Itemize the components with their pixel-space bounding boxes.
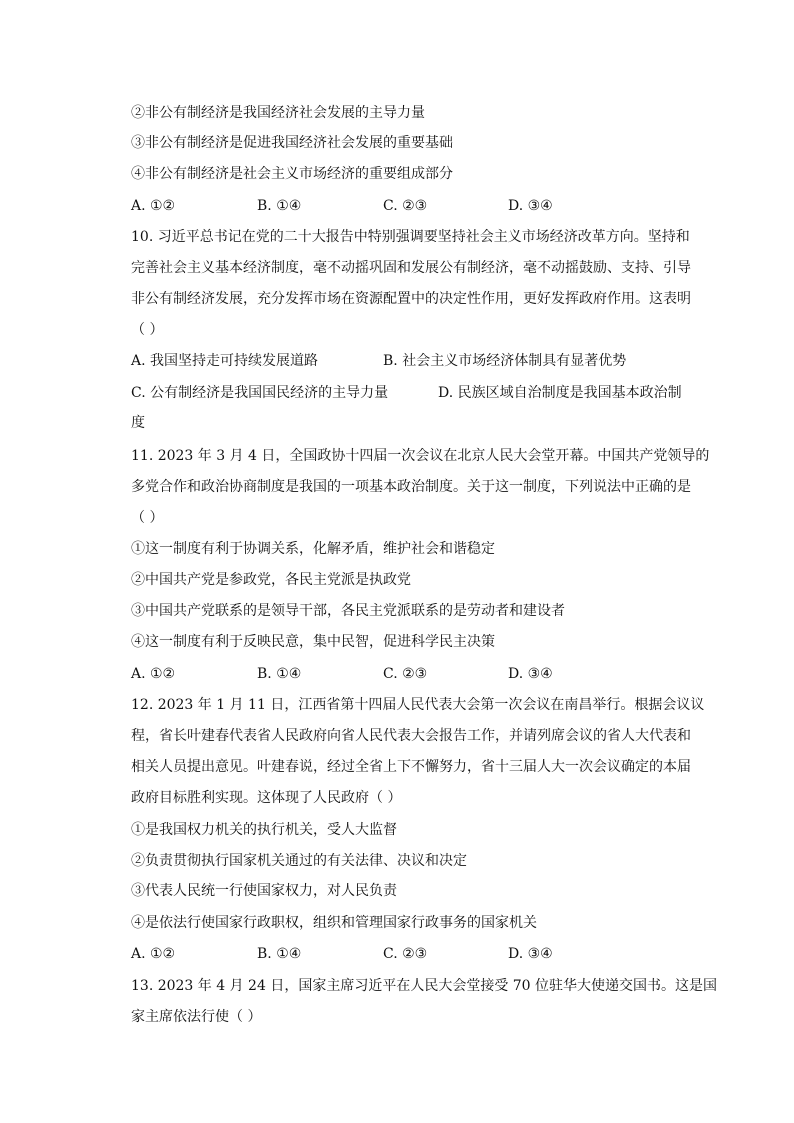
q11-option-b[interactable]: B. ①④ xyxy=(257,666,302,682)
q12-option-b[interactable]: B. ①④ xyxy=(257,946,302,962)
q11-option-a[interactable]: A. ①② xyxy=(131,666,176,682)
q10-option-a[interactable]: A. 我国坚持走可持续发展道路 xyxy=(131,353,319,369)
q9-option-d[interactable]: D. ③④ xyxy=(508,198,553,214)
q11-statement-1: ①这一制度有利于协调关系，化解矛盾，维护社会和谐稳定 xyxy=(131,541,495,557)
q12-statement-1: ①是我国权力机关的执行机关，受人大监督 xyxy=(131,822,397,838)
q12-statement-4: ④是依法行使国家行政职权，组织和管理国家行政事务的国家机关 xyxy=(131,915,537,931)
q12-stem-line-3: 相关人员提出意见。叶建春说，经过全省上下不懈努力，省十三届人大一次会议确定的本届 xyxy=(131,759,691,775)
q11-stem-line-2: 多党合作和政治协商制度是我国的一项基本政治制度。关于这一制度，下列说法中正确的是 xyxy=(131,479,691,495)
q9-option-a[interactable]: A. ①② xyxy=(131,198,176,214)
q9-statement-3: ③非公有制经济是促进我国经济社会发展的重要基础 xyxy=(131,135,453,151)
q12-stem-line-4: 政府目标胜利实现。这体现了人民政府（ ） xyxy=(131,790,402,806)
q10-stem-line-1: 10. 习近平总书记在党的二十大报告中特别强调要坚持社会主义市场经济改革方向。坚持和 xyxy=(131,229,690,245)
q12-statement-2: ②负责贯彻执行国家机关通过的有关法律、决议和决定 xyxy=(131,853,467,869)
q10-option-c[interactable]: C. 公有制经济是我国国民经济的主导力量 xyxy=(131,385,389,401)
q12-statement-3: ③代表人民统一行使国家权力，对人民负责 xyxy=(131,883,397,899)
q9-statement-2: ②非公有制经济是我国经济社会发展的主导力量 xyxy=(131,105,425,121)
q10-option-d-wrap: 度 xyxy=(131,415,145,431)
q11-statement-3: ③中国共产党联系的是领导干部，各民主党派联系的是劳动者和建设者 xyxy=(131,603,565,619)
q11-options xyxy=(131,664,671,684)
q10-stem-line-2: 完善社会主义基本经济制度，毫不动摇巩固和发展公有制经济，毫不动摇鼓励、支持、引导 xyxy=(131,260,691,276)
q12-option-c[interactable]: C. ②③ xyxy=(383,946,428,962)
q10-answer-blank: （ ） xyxy=(131,322,164,338)
q11-statement-2: ②中国共产党是参政党，各民主党派是执政党 xyxy=(131,572,411,588)
q12-stem-line-2: 程，省长叶建春代表省人民政府向省人民代表大会报告工作，并请列席会议的省人大代表和 xyxy=(131,728,691,744)
q9-options xyxy=(131,196,671,216)
q11-stem-line-1: 11. 2023 年 3 月 4 日，全国政协十四届一次会议在北京人民大会堂开幕。中国共产党领导的 xyxy=(131,448,710,464)
q9-option-b[interactable]: B. ①④ xyxy=(257,198,302,214)
q11-option-c[interactable]: C. ②③ xyxy=(383,666,428,682)
q12-options xyxy=(131,944,671,964)
q11-statement-4: ④这一制度有利于反映民意，集中民智，促进科学民主决策 xyxy=(131,634,495,650)
q13-stem-line-1: 13. 2023 年 4 月 24 日，国家主席习近平在人民大会堂接受 70 位驻华大使递交国书。这是国 xyxy=(131,978,718,994)
q10-options-row-1 xyxy=(131,351,671,371)
q10-options-row-2 xyxy=(131,383,691,403)
q12-option-a[interactable]: A. ①② xyxy=(131,946,176,962)
q11-answer-blank: （ ） xyxy=(131,510,164,526)
q13-stem-line-2: 家主席依法行使（ ） xyxy=(131,1009,262,1025)
q12-stem-line-1: 12. 2023 年 1 月 11 日，江西省第十四届人民代表大会第一次会议在南昌举行。根据会议议 xyxy=(131,697,705,713)
q10-option-d[interactable]: D. 民族区域自治制度是我国基本政治制 xyxy=(438,385,682,401)
q12-option-d[interactable]: D. ③④ xyxy=(508,946,553,962)
q9-option-c[interactable]: C. ②③ xyxy=(383,198,428,214)
q10-option-b[interactable]: B. 社会主义市场经济体制具有显著优势 xyxy=(383,353,627,369)
q9-statement-4: ④非公有制经济是社会主义市场经济的重要组成部分 xyxy=(131,166,453,182)
q10-stem-line-3: 非公有制经济发展，充分发挥市场在资源配置中的决定性作用，更好发挥政府作用。这表明 xyxy=(131,291,691,307)
q11-option-d[interactable]: D. ③④ xyxy=(508,666,553,682)
